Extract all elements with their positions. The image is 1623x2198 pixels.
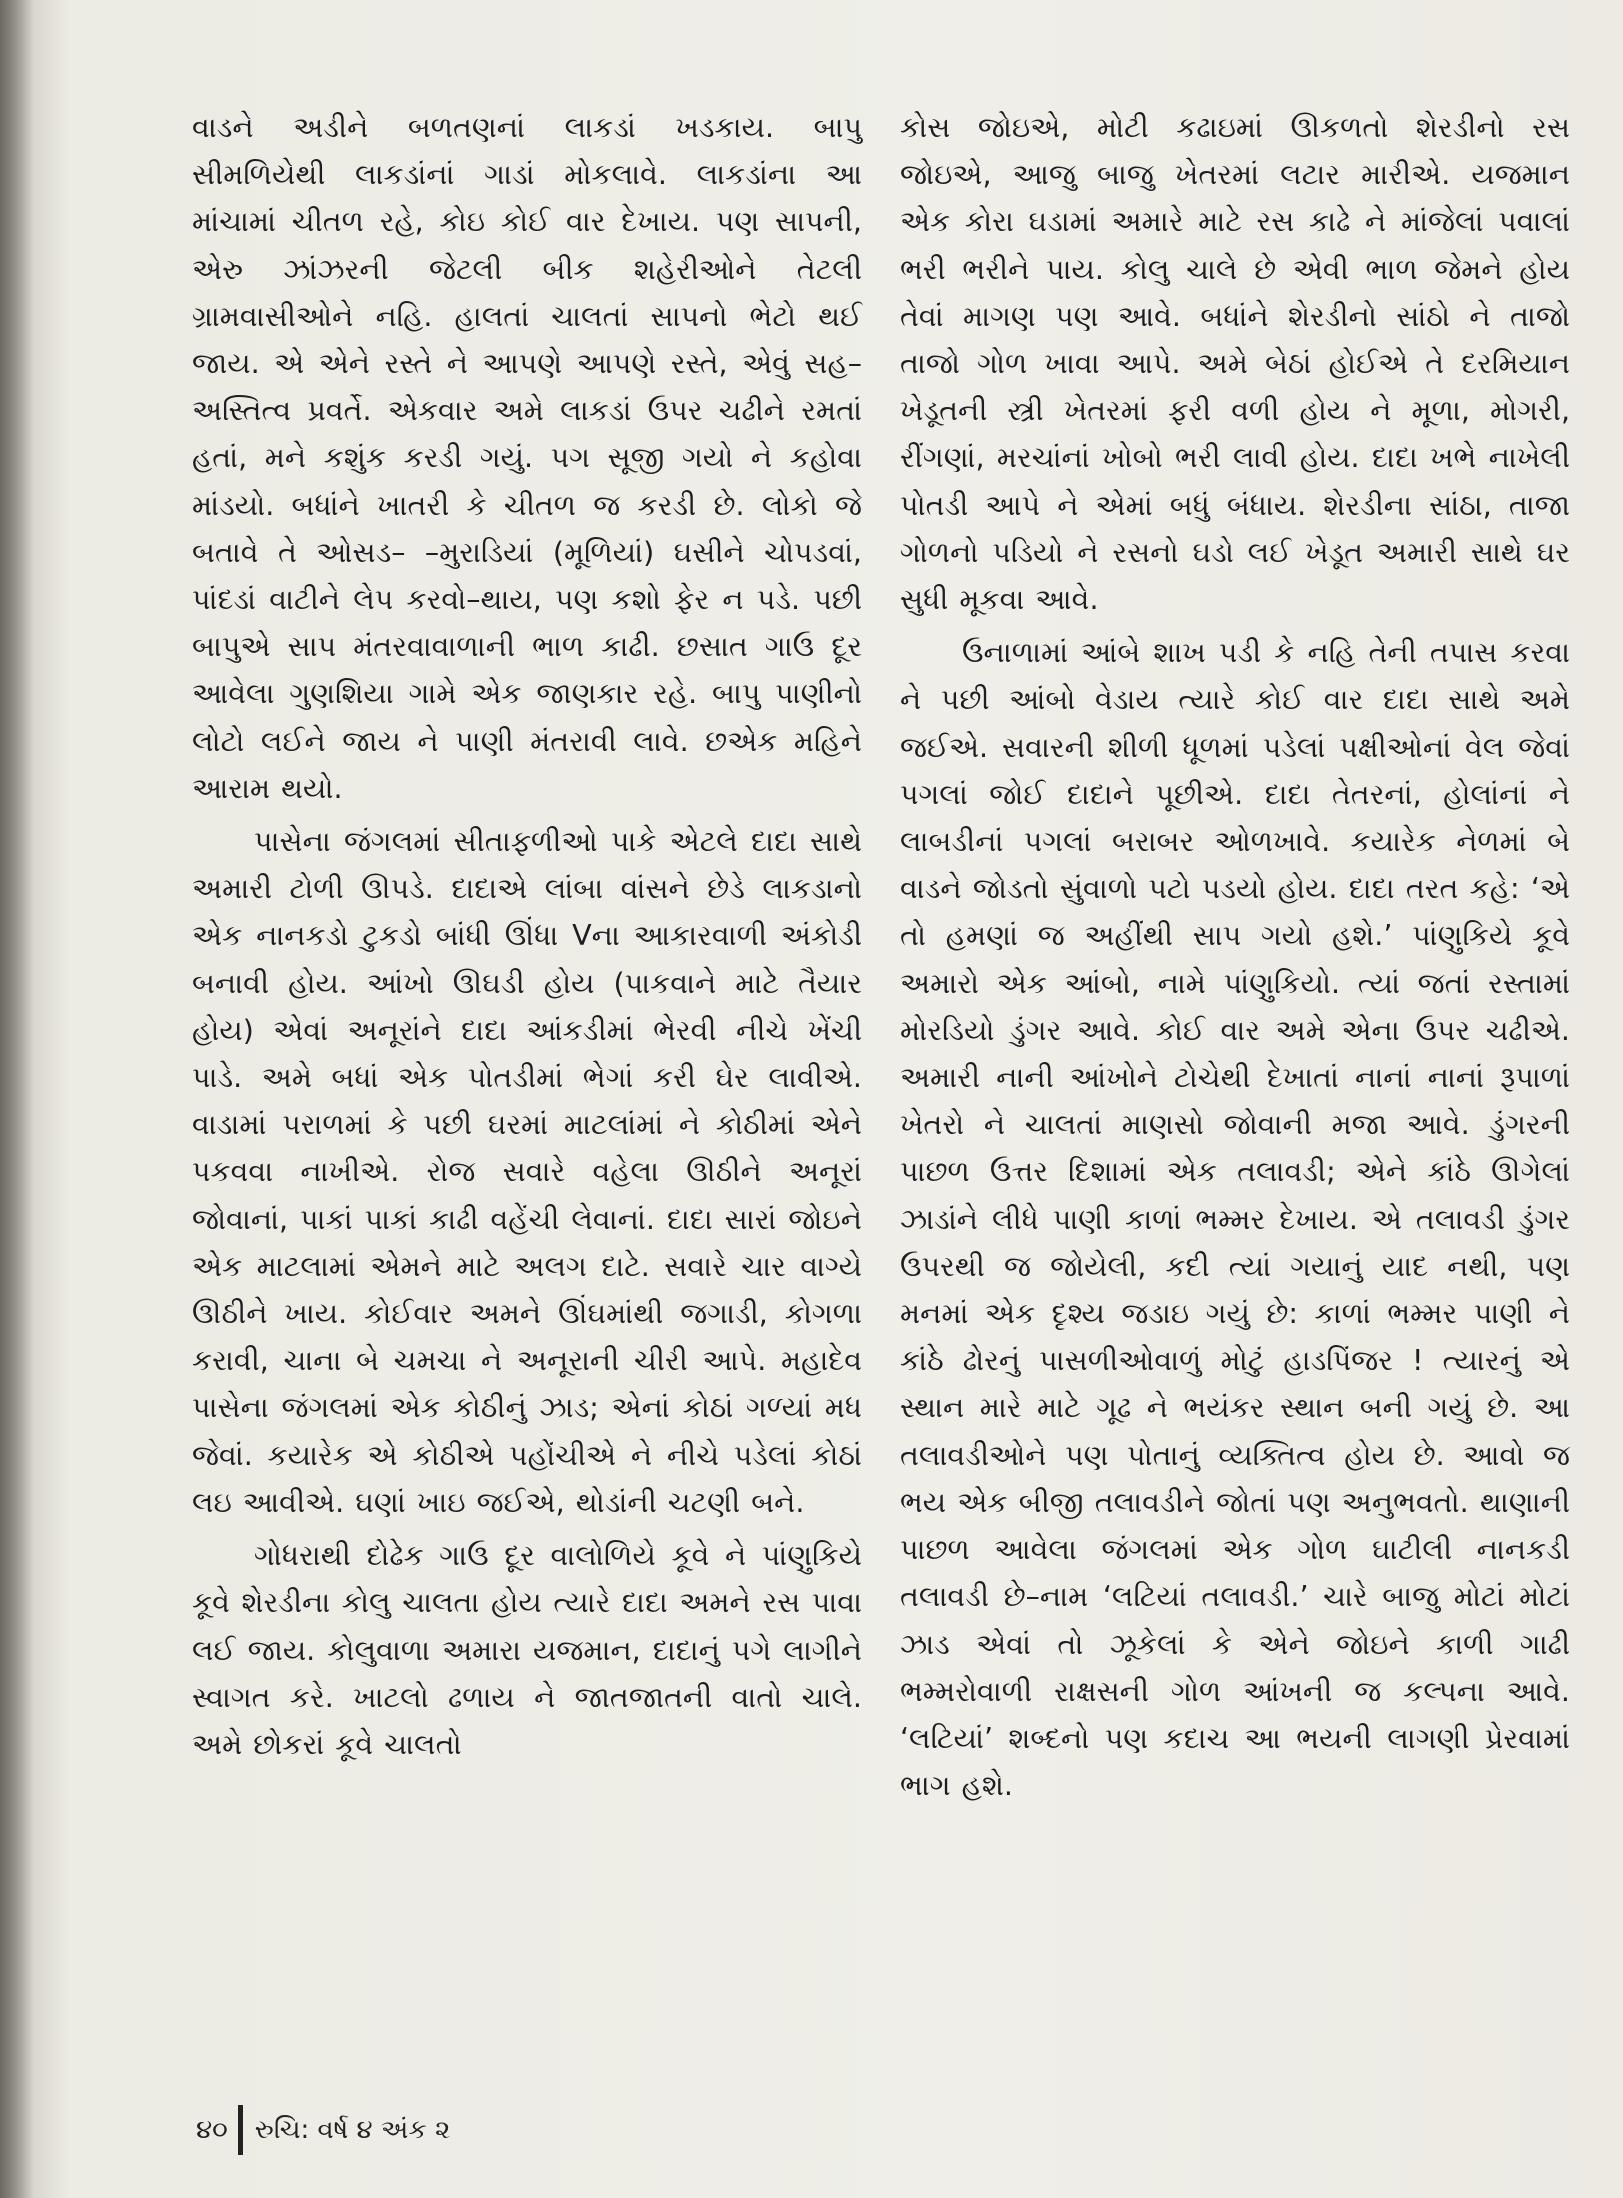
right-column: [900, 104, 1570, 1809]
paragraph: પાસેના જંગલમાં સીતાફળીઓ પાકે એટલે દાદા સાથે અમારી ટોળી ઊપડે. દાદાએ લાંબા વાંસને છેડે લાકડાનો એક નાનકડો ટુકડો બાંધી ઊંધા Vના આકારવાળી અંકોડી બનાવી હોય. આંખો ઊઘડી હોય (પાકવાને માટે તૈયાર હોય) એવાં અનૂરાંને દાદા આંકડીમાં ભેરવી નીચે ખેંચી પાડે. અમે બધાં એક પોતડીમાં ભેગાં કરી ઘેર લાવીએ. વાડામાં પરાળમાં કે પછી ઘરમાં માટલાંમાં ને કોઠીમાં એને પકવવા નાખીએ. રોજ સવારે વહેલા ઊઠીને અનૂરાં જોવાનાં, પાકાં પાકાં કાઢી વહેંચી લેવાનાં. દાદા સારાં જોઇને એક માટલામાં એમને માટે અલગ દાટે. સવારે ચાર વાગ્યે ઊઠીને ખાય. કોઈવાર અમને ઊંઘમાંથી જગાડી, કોગળા કરાવી, ચાના બે ચમચા ને અનૂરાની ચીરી આપે. મહાદેવ પાસેના જંગલમાં એક કોઠીનું ઝાડ; એનાં કોઠાં ગળ્યાં મધ જેવાં. કયારેક એ કોઠીએ પહોંચીએ ને નીચે પડેલાં કોઠાં લઇ આવીએ. ઘણાં ખાઇ જઈએ, થોડાંની ચટણી બને.: [192, 825, 862, 1519]
paragraph: ગોધરાથી દોઢેક ગાઉ દૂર વાલોળિયે કૂવે ને પાંણુકિયે કૂવે શેરડીના કોલુ ચાલતા હોય ત્યારે દાદા અમને રસ પાવા લઈ જાય. કોલુવાળા અમારા યજમાન, દાદાનું પગે લાગીને સ્વાગત કરે. ખાટલો ઢળાય ને જાતજાતની વાતો ચાલે. અમે છોકરાં કૂવે ચાલતો: [192, 1539, 862, 1761]
paragraph: વાડને અડીને બળતણનાં લાકડાં ખડકાય. બાપુ સીમળિયેથી લાકડાંનાં ગાડાં મોકલાવે. લાકડાંના આ માંચામાં ચીતળ રહે, કોઇ કોઈ વાર દેખાય. પણ સાપની, એરુ ઝાંઝરની જેટલી બીક શહેરીઓને તેટલી ગ્રામવાસીઓને નહિ. હાલતાં ચાલતાં સાપનો ભેટો થઈ જાય. એ એને રસ્તે ને આપણે આપણે રસ્તે, એવું સહ–અસ્તિત્વ પ્રવર્તે. એકવાર અમે લાકડાં ઉપર ચઢીને રમતાં હતાં, મને કશુંક કરડી ગયું. પગ સૂજી ગયો ને કહોવા માંડયો. બધાંને ખાતરી કે ચીતળ જ કરડી છે. લોકો જે બતાવે તે ઓસડ– –મુરાડિયાં (મૂળિયાં) ઘસીને ચોપડવાં, પાંદડાં વાટીને લેપ કરવો–થાય, પણ કશો ફેર ન પડે. પછી બાપુએ સાપ મંતરવાવાળાની ભાળ કાઢી. છસાત ગાઉ દૂર આવેલા ગુણશિયા ગામે એક જાણકાર રહે. બાપુ પાણીનો લોટો લઈને જાય ને પાણી મંતરાવી લાવે. છએક મહિને આરામ થયો.: [192, 111, 862, 805]
paragraph: કોસ જોઇએ, મોટી કઢાઇમાં ઊકળતો શેરડીનો રસ જોઇએ, આજુ બાજુ ખેતરમાં લટાર મારીએ. યજમાન એક કોરા ઘડામાં અમારે માટે રસ કાઢે ને માંજેલાં પવાલાં ભરી ભરીને પાય. કોલુ ચાલે છે એવી ભાળ જેમને હોય તેવાં માગણ પણ આવે. બધાંને શેરડીનો સાંઠો ને તાજો તાજો ગોળ ખાવા આપે. અમે બેઠાં હોઈએ તે દરમિયાન ખેડૂતની સ્ત્રી ખેતરમાં ફરી વળી હોય ને મૂળા, મોગરી, રીંગણાં, મરચાંનાં ખોબો ભરી લાવી હોય. દાદા ખભે નાખેલી પોતડી આપે ને એમાં બધું બંધાય. શેરડીના સાંઠા, તાજા ગોળનો પડિયો ને રસનો ઘડો લઈ ખેડૂત અમારી સાથે ઘર સુધી મૂકવા આવે.: [900, 111, 1570, 617]
page-number: ૪૦: [196, 2114, 228, 2145]
page-footer: [196, 2105, 450, 2155]
footer-divider: [238, 2105, 243, 2155]
left-column: [192, 104, 862, 1768]
journal-issue: રુચિ: વર્ષ ૪ અંક ૨: [254, 2114, 451, 2145]
paragraph: ઉનાળામાં આંબે શાખ પડી કે નહિ તેની તપાસ કરવા ને પછી આંબો વેડાય ત્યારે કોઈ વાર દાદા સાથે અમે જઈએ. સવારની શીળી ધૂળમાં પડેલાં પક્ષીઓનાં વેલ જેવાં પગલાં જોઈ દાદાને પૂછીએ. દાદા તેતરનાં, હોલાંનાં ને લાબડીનાં પગલાં બરાબર ઓળખાવે. કયારેક નેળમાં બે વાડને જોડતો સુંવાળો પટો પડયો હોય. દાદા તરત કહે: ‘એ તો હમણાં જ અહીંથી સાપ ગયો હશે.’ પાંણુકિયે કૂવે અમારો એક આંબો, નામે પાંણુકિયો. ત્યાં જતાં રસ્તામાં મોરડિયો ડુંગર આવે. કોઈ વાર અમે એના ઉપર ચઢીએ. અમારી નાની આંખોને ટોચેથી દેખાતાં નાનાં નાનાં રૂપાળાં ખેતરો ને ચાલતાં માણસો જોવાની મજા આવે. ડુંગરની પાછળ ઉત્તર દિશામાં એક તલાવડી; એને કાંઠે ઊગેલાં ઝાડાંને લીધે પાણી કાળાં ભમ્મર દેખાય. એ તલાવડી ડુંગર ઉપરથી જ જોયેલી, કદી ત્યાં ગયાનું યાદ નથી, પણ મનમાં એક દૃશ્ય જડાઇ ગયું છે: કાળાં ભમ્મર પાણી ને કાંઠે ઢોરનું પાસળીઓવાળું મોટું હાડપિંજર ! ત્યારનું એ સ્થાન મારે માટે ગૂઢ ને ભયંકર સ્થાન બની ગયું છે. આ તલાવડીઓને પણ પોતાનું વ્યક્તિત્વ હોય છે. આવો જ ભય એક બીજી તલાવડીને જોતાં પણ અનુભવતો. થાણાની પાછળ આવેલા જંગલમાં એક ગોળ ઘાટીલી નાનકડી તલાવડી છે–નામ ‘લટિયાં તલાવડી.’ ચારે બાજુ મોટાં મોટાં ઝાડ એવાં તો ઝૂકેલાં કે એને જોઇને કાળી ગાઢી ભમ્મરોવાળી રાક્ષસની ગોળ આંખની જ કલ્પના આવે. ‘લટિયાં’ શબ્દનો પણ કદાચ આ ભયની લાગણી પ્રેરવામાં ભાગ હશે.: [900, 636, 1570, 1803]
